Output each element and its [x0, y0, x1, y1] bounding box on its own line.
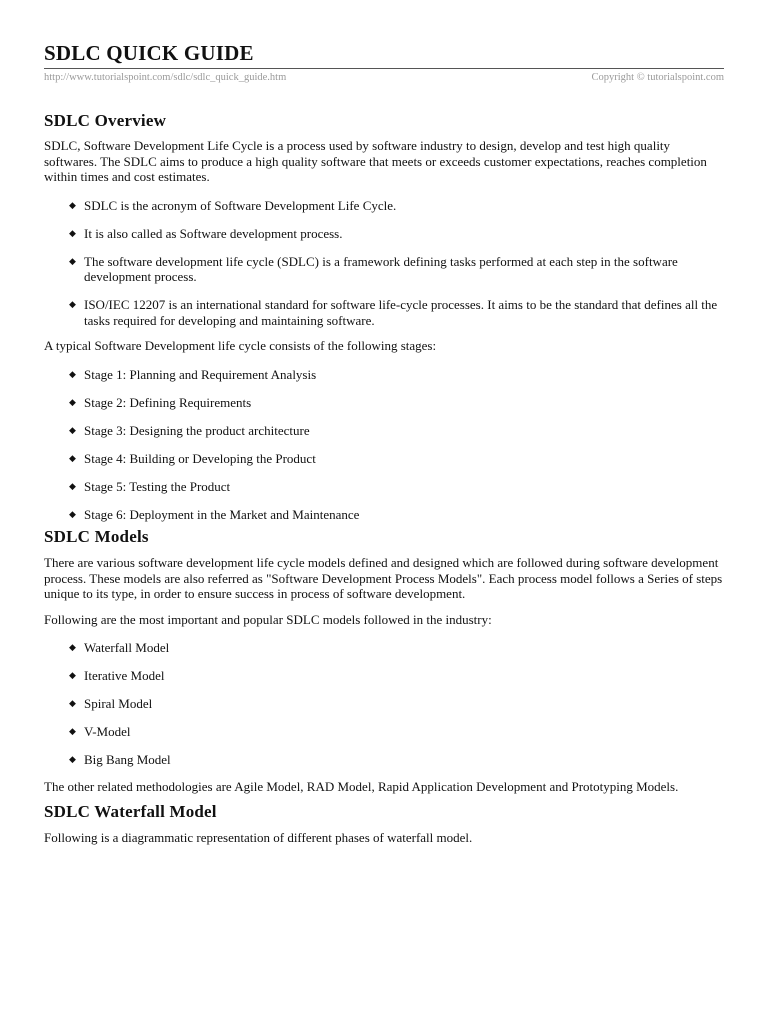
- stages-list: [44, 367, 724, 523]
- models-intro: There are various software development life cycle models defined and designed which are followed during software development process. These models are also referred as "Software Development Process Models". Each process model follows a Series of steps unique to its type, in order to ensure success in process of software development.: [44, 555, 723, 601]
- section-heading-models: SDLC Models: [44, 527, 149, 546]
- section-heading-waterfall: SDLC Waterfall Model: [44, 802, 217, 821]
- copyright-notice: Copyright © tutorialspoint.com: [591, 72, 724, 83]
- header-meta: [44, 71, 724, 85]
- bullet-icon: ◆: [69, 480, 76, 491]
- bullet-icon: ◆: [69, 452, 76, 463]
- list-item: ◆ Big Bang Model: [69, 752, 171, 767]
- bullet-icon: ◆: [69, 255, 76, 266]
- waterfall-intro: Following is a diagrammatic representation of different phases of waterfall model.: [44, 830, 473, 845]
- bullet-icon: ◆: [69, 642, 76, 652]
- list-item: ◆ Spiral Model: [69, 696, 153, 711]
- list-item: ◆ V-Model: [69, 724, 131, 739]
- header-divider: [44, 68, 724, 69]
- list-item: ◆ Iterative Model: [69, 668, 165, 683]
- bullet-icon: ◆: [69, 299, 76, 309]
- list-item: ◆ Stage 5: Testing the Product: [69, 478, 231, 494]
- bullet-icon: ◆: [69, 670, 76, 680]
- overview-bullet-list: [44, 198, 724, 329]
- list-item: ◆ Stage 3: Designing the product architecture: [69, 422, 310, 438]
- bullet-icon: ◆: [69, 424, 76, 435]
- list-item: ◆ Stage 4: Building or Developing the Product: [69, 450, 316, 466]
- models-list: [44, 640, 724, 768]
- list-item: ◆ It is also called as Software development process.: [69, 225, 343, 241]
- list-item: ◆ The software development life cycle (SDLC) is a framework defining tasks performed at each step in the software development process.: [69, 253, 678, 284]
- models-outro: The other related methodologies are Agile Model, RAD Model, Rapid Application Development and Prototyping Models.: [44, 778, 679, 794]
- bullet-icon: ◆: [69, 368, 76, 379]
- bullet-icon: ◆: [69, 227, 76, 238]
- bullet-icon: ◆: [69, 199, 76, 210]
- stages-intro: A typical Software Development life cycle consists of the following stages:: [44, 338, 437, 353]
- section-heading-overview: SDLC Overview: [44, 111, 167, 130]
- bullet-icon: ◆: [69, 396, 76, 407]
- models-list-intro: Following are the most important and popular SDLC models followed in the industry:: [44, 611, 492, 627]
- bullet-icon: ◆: [69, 726, 76, 736]
- document-page: [44, 40, 724, 846]
- bullet-icon: ◆: [69, 698, 76, 708]
- list-item: ◆ ISO/IEC 12207 is an international standard for software life-cycle processes. It aims to be the standard that defines all the tasks required for developing and maintaining software.: [69, 297, 718, 328]
- document-title: SDLC QUICK GUIDE: [44, 41, 254, 65]
- list-item: ◆ Stage 6: Deployment in the Market and Maintenance: [69, 506, 360, 522]
- bullet-icon: ◆: [69, 508, 76, 519]
- source-url: http://www.tutorialspoint.com/sdlc/sdlc_quick_guide.htm: [44, 72, 287, 83]
- bullet-icon: ◆: [69, 754, 76, 764]
- list-item: ◆ SDLC is the acronym of Software Development Life Cycle.: [69, 197, 397, 213]
- list-item: ◆ Stage 2: Defining Requirements: [69, 394, 252, 410]
- overview-intro: SDLC, Software Development Life Cycle is a process used by software industry to design, develop and test high quality softwares. The SDLC aims to produce a high quality software that meets or exceeds customer expectations, reaches completion within times and cost estimates.: [44, 138, 707, 184]
- list-item: ◆ Waterfall Model: [69, 640, 170, 655]
- list-item: ◆ Stage 1: Planning and Requirement Analysis: [69, 366, 317, 382]
